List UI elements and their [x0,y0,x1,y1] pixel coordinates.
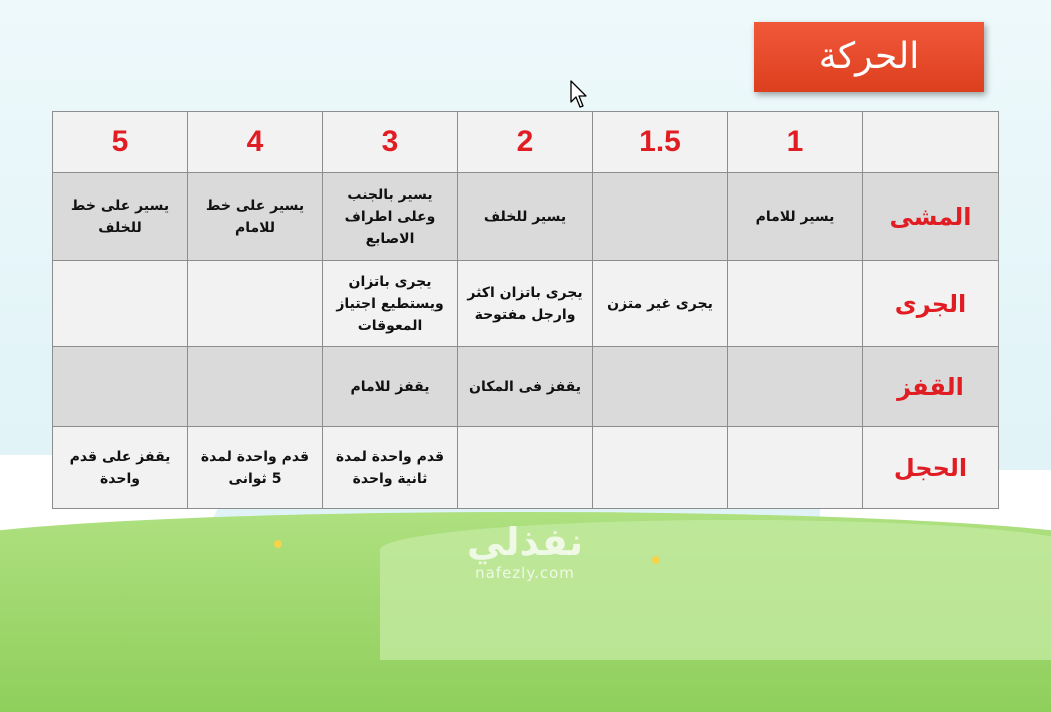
table-cell: يقفز فى المكان [458,347,593,427]
table-cell: يجرى باتزان ويستطيع اجتياز المعوقات [323,261,458,347]
table-cell [728,261,863,347]
table-header-cell: 2 [458,112,593,173]
table-row [53,173,999,261]
table-cell: يسير للامام [728,173,863,261]
watermark-site: nafezly.com [475,564,575,582]
table-header-cell: 4 [188,112,323,173]
table-cell [728,427,863,509]
table-header-cell: 3 [323,112,458,173]
row-label-running: الجرى [863,261,999,347]
table-cell [458,427,593,509]
table-row [53,427,999,509]
table-cell [593,427,728,509]
slide-title-box [754,22,984,92]
table-cell [53,347,188,427]
table-cell [188,347,323,427]
flower-decoration [274,540,282,548]
table-cell [593,173,728,261]
table-row [53,347,999,427]
mouse-pointer-icon [570,80,590,110]
flower-decoration [652,556,660,564]
watermark-logo [440,520,610,582]
table-header-cell: 5 [53,112,188,173]
table-cell: يسير على خط للامام [188,173,323,261]
table-header-cell [863,112,999,173]
row-label-jumping: القفز [863,347,999,427]
table-cell: يسير على خط للخلف [53,173,188,261]
table-header-row [53,112,999,173]
table-cell: يقفز للامام [323,347,458,427]
table-cell [188,261,323,347]
table-cell: قدم واحدة لمدة 5 ثوانى [188,427,323,509]
table-cell [593,347,728,427]
table-cell: يجرى باتزان اكثر وارجل مفتوحة [458,261,593,347]
slide-title: الحركة [818,36,920,77]
table-header-cell: 1.5 [593,112,728,173]
table-header-cell: 1 [728,112,863,173]
row-label-hopping: الحجل [863,427,999,509]
table-row [53,261,999,347]
table-cell: قدم واحدة لمدة ثانية واحدة [323,427,458,509]
table-cell: يقفز على قدم واحدة [53,427,188,509]
row-label-walking: المشى [863,173,999,261]
table-cell: يجرى غير متزن [593,261,728,347]
table-cell [53,261,188,347]
watermark-logo-text: نفذلي [466,520,584,564]
table-cell: يسير للخلف [458,173,593,261]
motor-skills-table [52,111,999,509]
table-cell [728,347,863,427]
table-cell: يسير بالجنب وعلى اطراف الاصابع [323,173,458,261]
